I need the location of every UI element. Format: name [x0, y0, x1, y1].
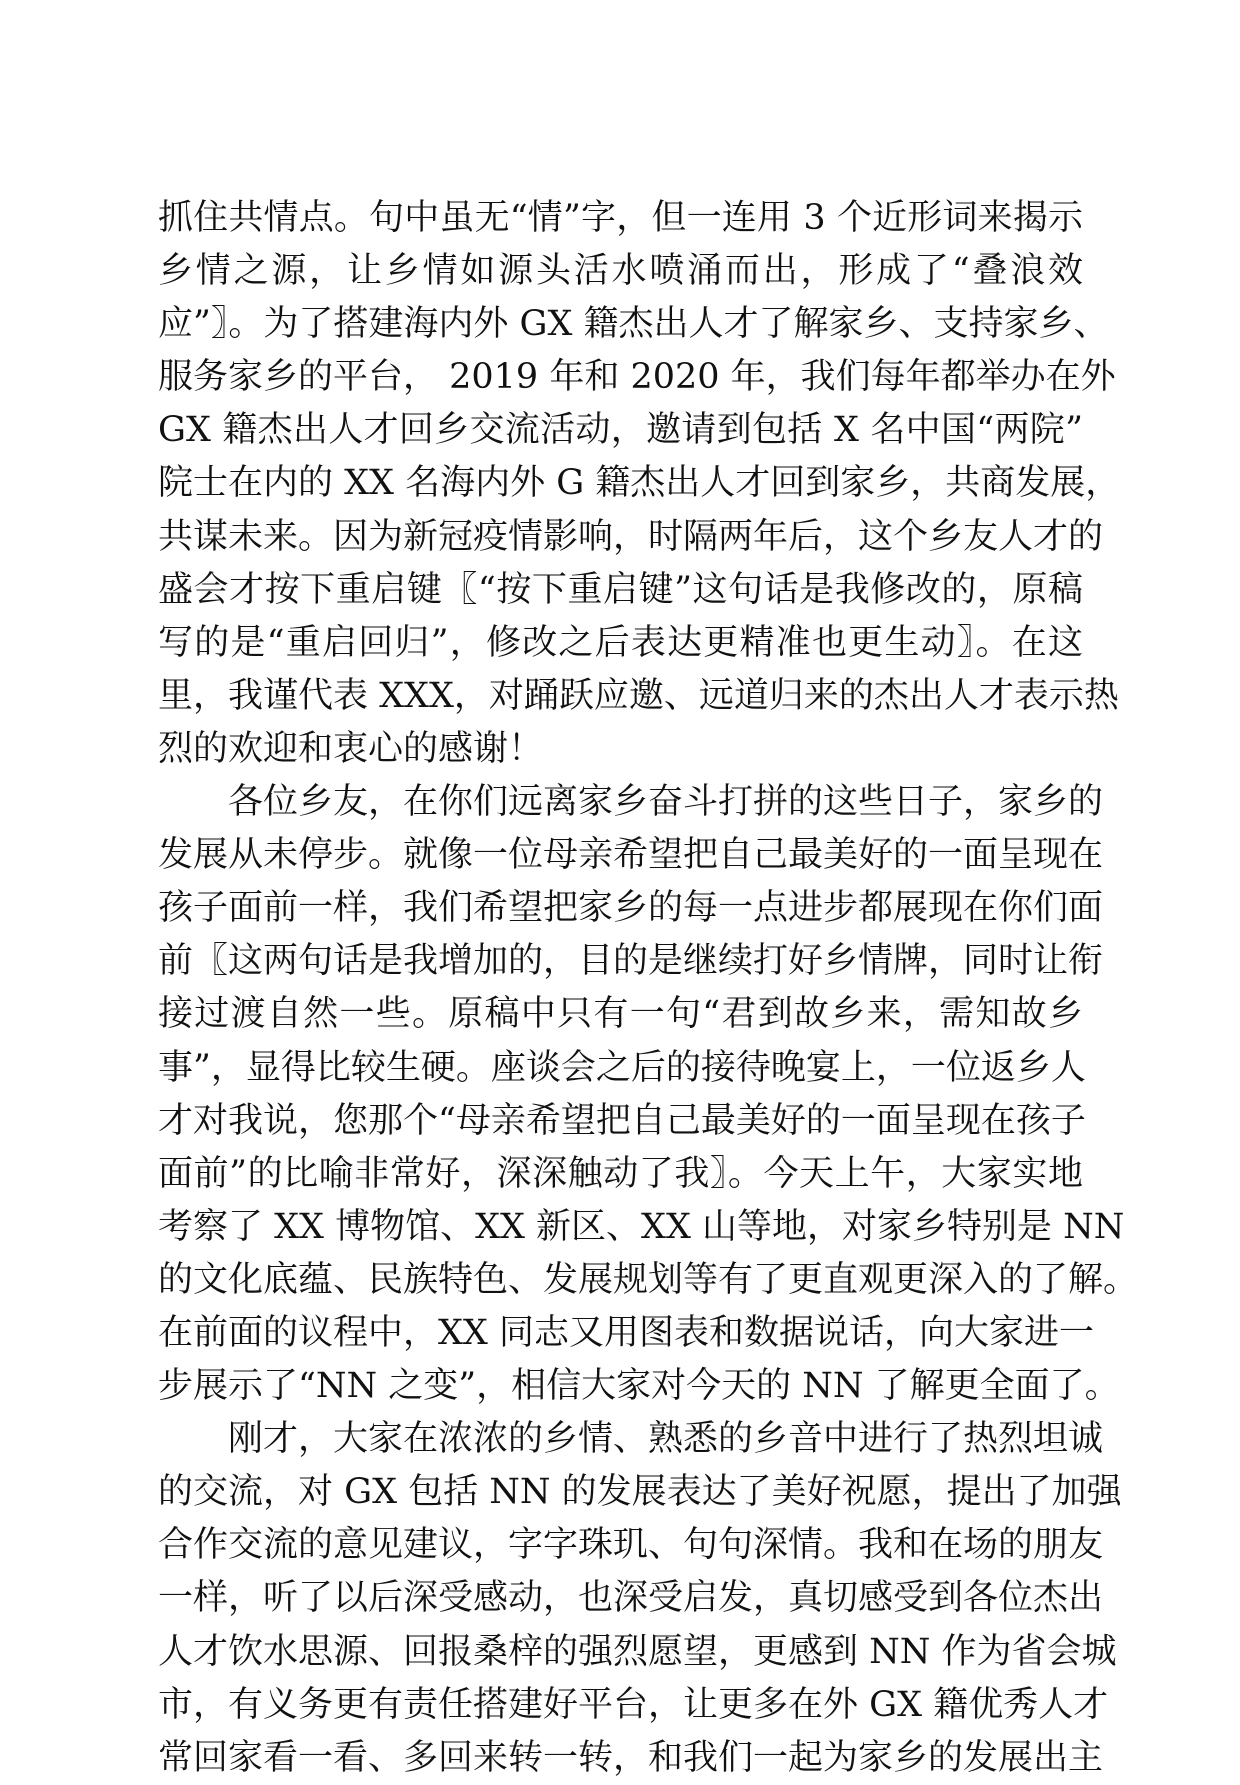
paragraph-start-line: 各位乡友，在你们远离家乡奋斗打拼的这些日子，家乡的	[158, 782, 1104, 823]
text-line: 服务家乡的平台， 2019 年和 2020 年，我们每年都举办在外	[158, 357, 1116, 398]
text-line: 发展从未停步。就像一位母亲希望把自己最美好的一面呈现在	[158, 835, 1104, 876]
text-line: 考察了 XX 博物馆、XX 新区、XX 山等地，对家乡特别是 NN	[158, 1206, 1125, 1247]
paragraph-start-line: 刚才，大家在浓浓的乡情、熟悉的乡音中进行了热烈坦诚	[158, 1419, 1104, 1460]
text-line: 共谋未来。因为新冠疫情影响，时隔两年后，这个乡友人才的	[158, 516, 1104, 557]
text-line: 孩子面前一样，我们希望把家乡的每一点进步都展现在你们面	[158, 888, 1104, 929]
text-line: 的文化底蕴、民族特色、发展规划等有了更直观更深入的了解。	[158, 1259, 1139, 1300]
document-body	[158, 192, 1139, 1785]
text-line: 前〖这两句话是我增加的，目的是继续打好乡情牌，同时让衔	[158, 941, 1104, 982]
text-line: 盛会才按下重启键〖“按下重启键”这句话是我修改的，原稿	[158, 569, 1083, 610]
text-line: 一样，听了以后深受感动，也深受启发，真切感受到各位杰出	[158, 1578, 1104, 1619]
text-line: 写的是“重启回归”，修改之后表达更精准也更生动〗。在这	[158, 622, 1083, 663]
text-line: 抓住共情点。句中虽无“情”字，但一连用 3 个近形词来揭示	[158, 198, 1083, 238]
text-line: 的交流，对 GX 包括 NN 的发展表达了美好祝愿，提出了加强	[158, 1472, 1122, 1513]
text-line: 应”〗。为了搭建海内外 GX 籍杰出人才了解家乡、支持家乡、	[158, 304, 1109, 345]
text-line: 常回家看一看、多回来转一转，和我们一起为家乡的发展出主	[158, 1737, 1104, 1778]
text-line: 院士在内的 XX 名海内外 G 籍杰出人才回到家乡，共商发展，	[158, 463, 1121, 504]
paragraph-end-line: 步展示了“NN 之变”，相信大家对今天的 NN 了解更全面了。	[158, 1366, 1120, 1407]
text-line: 事”，显得比较生硬。座谈会之后的接待晚宴上，一位返乡人	[158, 1047, 1086, 1088]
text-line: 才对我说，您那个“母亲希望把自己最美好的一面呈现在孩子	[158, 1100, 1086, 1141]
text-line: 人才饮水思源、回报桑梓的强烈愿望，更感到 NN 作为省会城	[158, 1631, 1117, 1672]
text-line: 合作交流的意见建议，字字珠玑、句句深情。我和在场的朋友	[158, 1525, 1104, 1566]
text-line: 在前面的议程中，XX 同志又用图表和数据说话，向大家进一	[158, 1312, 1094, 1353]
text-line: 市，有义务更有责任搭建好平台，让更多在外 GX 籍优秀人才	[158, 1684, 1109, 1725]
paragraph-end-line: 烈的欢迎和衷心的感谢！	[158, 728, 544, 769]
text-line: GX 籍杰出人才回乡交流活动，邀请到包括 X 名中国“两院”	[158, 410, 1083, 451]
text-line: 面前”的比喻非常好，深深触动了我〗。今天上午，大家实地	[158, 1153, 1083, 1194]
text-line: 接过渡自然一些。原稿中只有一句“君到故乡来，需知故乡	[158, 994, 1083, 1035]
text-line: 乡情之源，让乡情如源头活水喷涌而出，形成了“叠浪效	[158, 251, 1083, 292]
text-line: 里，我谨代表 XXX，对踊跃应邀、远道归来的杰出人才表示热	[158, 675, 1119, 716]
